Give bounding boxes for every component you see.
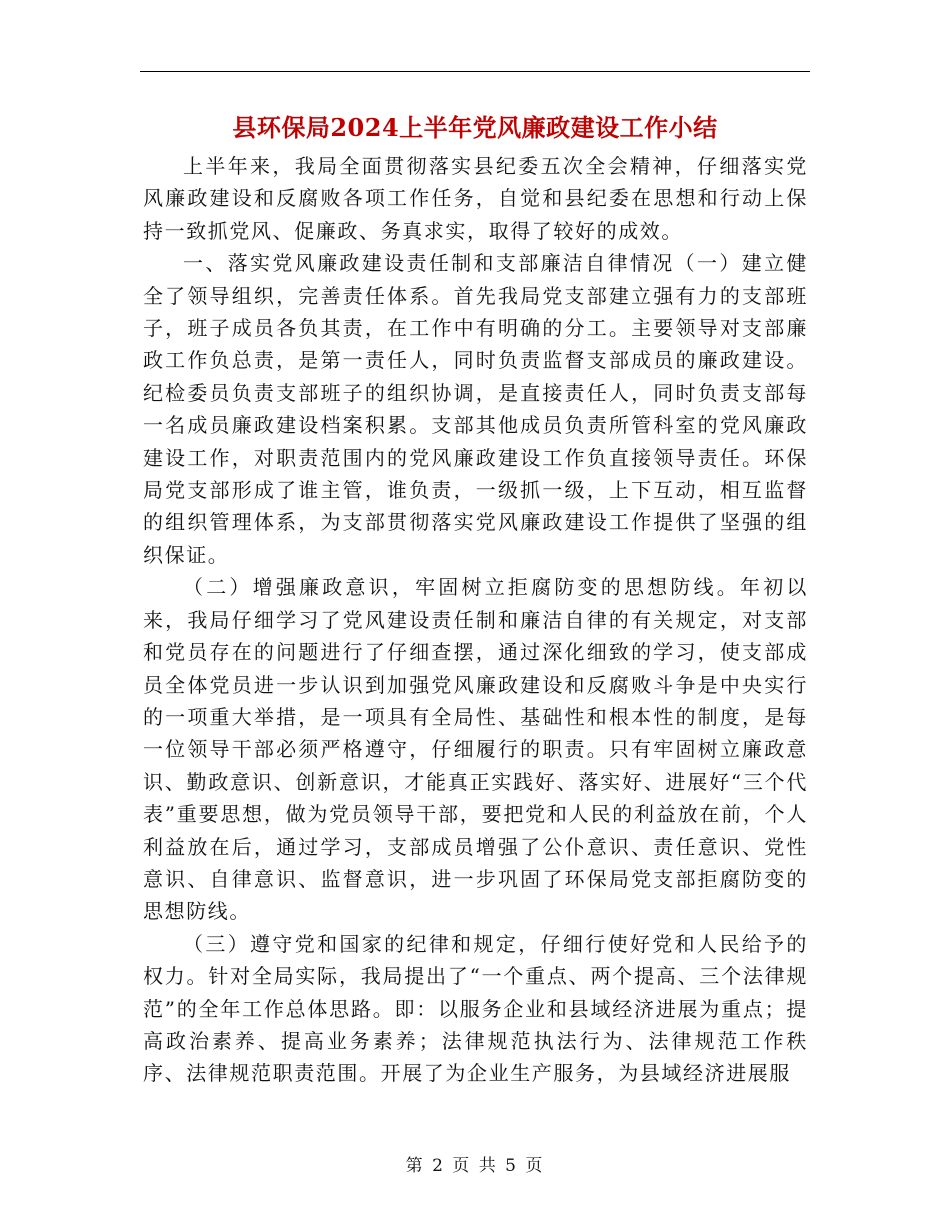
document-title: 县环保局2024上半年党风廉政建设工作小结 xyxy=(232,113,718,142)
paragraph-section-3: （三）遵守党和国家的纪律和规定，仔细行使好党和人民给予的权力。针对全局实际，我局提出了“一个重点、两个提高、三个法律规范”的全年工作总体思路。即：以服务企业和县域经济进展为重点；提高政治素养、提高业务素养；法律规范执法行为、法律规范工作秩序、法律规范职责范围。开展了为企业生产服务，为县域经济进展服 xyxy=(143,931,808,1086)
paragraph-section-2: （二）增强廉政意识，牢固树立拒腐防变的思想防线。年初以来，我局仔细学习了党风建设责任制和廉洁自律的有关规定，对支部和党员存在的问题进行了仔细查摆，通过深化细致的学习，使支部成员全体党员进一步认识到加强党风廉政建设和反腐败斗争是中央实行的一项重大举措，是一项具有全局性、基础性和根本性的制度，是每一位领导干部必须严格遵守，仔细履行的职责。只有牢固树立廉政意识、勤政意识、创新意识，才能真正实践好、落实好、进展好“三个代表”重要思想，做为党员领导干部，要把党和人民的利益放在前，个人利益放在后，通过学习，支部成员增强了公仆意识、责任意识、党性意识、自律意识、监督意识，进一步巩固了环保局党支部拒腐防变的思想防线。 xyxy=(143,575,808,924)
paragraph-section-1: 一、落实党风廉政建设责任制和支部廉洁自律情况（一）建立健全了领导组织，完善责任体系。首先我局党支部建立强有力的支部班子，班子成员各负其责，在工作中有明确的分工。主要领导对支部廉政工作负总责，是第一责任人，同时负责监督支部成员的廉政建设。纪检委员负责支部班子的组织协调，是直接责任人，同时负责支部每一名成员廉政建设档案积累。支部其他成员负责所管科室的党风廉政建设工作，对职责范围内的党风廉政建设工作负直接领导责任。环保局党支部形成了谁主管，谁负责，一级抓一级，上下互动，相互监督的组织管理体系，为支部贯彻落实党风廉政建设工作提供了坚强的组织保证。 xyxy=(143,251,808,567)
page-number: 第 2 页 共 5 页 xyxy=(405,1156,545,1176)
document-body xyxy=(143,150,808,1090)
header-rule xyxy=(140,71,810,72)
paragraph-intro: 上半年来，我局全面贯彻落实县纪委五次全会精神，仔细落实党风廉政建设和反腐败各项工作任务，自觉和县纪委在思想和行动上保持一致抓党风、促廉政、务真求实，取得了较好的成效。 xyxy=(143,154,808,243)
